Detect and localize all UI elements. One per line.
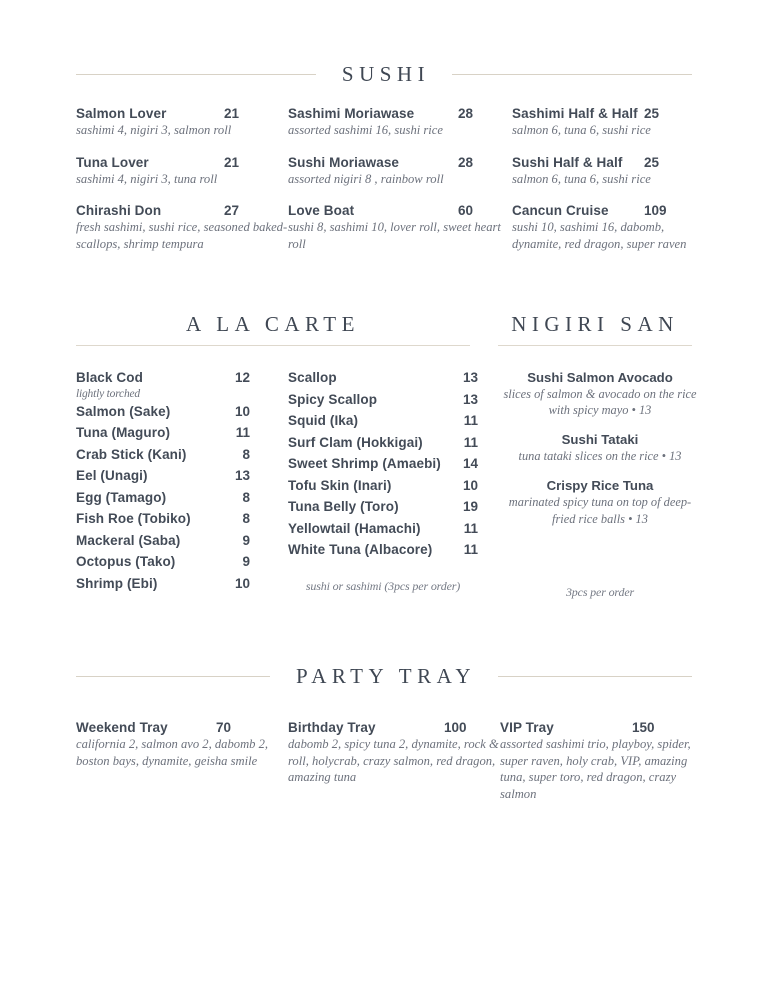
section-header-sushi	[76, 62, 692, 87]
section-header-mid	[76, 312, 692, 346]
item-description: assorted sashimi 16, sushi rice	[288, 123, 443, 137]
section-title-party-tray: PARTY TRAY	[296, 664, 476, 688]
menu-item[interactable]	[76, 404, 250, 419]
menu-item[interactable]	[288, 370, 478, 385]
a-la-carte-note: sushi or sashimi (3pcs per order)	[305, 579, 461, 593]
item-name: Sashimi Moriawase	[288, 106, 415, 121]
item-description: sushi 8, sashimi 10, lover roll, sweet heart roll	[288, 220, 501, 251]
item-price: 70	[216, 720, 232, 735]
item-price: 11	[235, 425, 250, 440]
menu-item[interactable]	[76, 720, 288, 769]
menu-item[interactable]	[288, 456, 478, 471]
item-price: 25	[644, 106, 660, 121]
item-name: Love Boat	[288, 203, 355, 219]
party-tray-column-2	[288, 720, 500, 815]
menu-item[interactable]	[76, 468, 250, 483]
section-header-a-la-carte	[76, 312, 470, 346]
a-la-carte-column-1	[76, 370, 288, 600]
menu-item[interactable]	[500, 432, 700, 464]
section-title-nigiri-san: NIGIRI SAN	[511, 312, 679, 336]
menu-item[interactable]	[76, 106, 288, 139]
item-price: 11	[463, 542, 478, 557]
menu-item[interactable]	[288, 413, 478, 428]
menu-item[interactable]	[288, 203, 512, 252]
item-name: Salmon Lover	[76, 106, 167, 121]
item-name: Tuna Belly (Toro)	[288, 499, 399, 514]
menu-item[interactable]	[288, 499, 478, 514]
sushi-column-2	[288, 106, 512, 268]
menu-item[interactable]	[76, 490, 250, 505]
item-name: Octopus (Tako)	[76, 554, 176, 569]
item-name: Crispy Rice Tuna	[546, 478, 654, 494]
item-description: dabomb 2, spicy tuna 2, dynamite, rock & roll, holycrab, crazy salmon, red dragon, amazing tuna	[288, 737, 499, 785]
menu-item[interactable]	[500, 720, 700, 802]
item-name: White Tuna (Albacore)	[288, 542, 433, 557]
item-price: 10	[234, 575, 250, 591]
item-name: Chirashi Don	[76, 203, 162, 219]
item-price: 13	[462, 370, 478, 385]
item-name: Crab Stick (Kani)	[76, 446, 187, 462]
item-price: 9	[242, 532, 250, 548]
item-price: 14	[462, 456, 478, 471]
menu-item[interactable]	[288, 478, 478, 493]
sushi-items	[76, 106, 700, 268]
menu-item[interactable]	[76, 533, 250, 548]
item-name: Yellowtail (Hamachi)	[288, 520, 421, 536]
item-price: 12	[234, 370, 250, 385]
menu-item[interactable]	[76, 554, 250, 569]
item-name: Sushi Tataki	[561, 432, 639, 448]
item-description: slices of salmon & avocado on the rice with spicy mayo • 13	[503, 387, 697, 418]
item-name: VIP Tray	[500, 720, 554, 735]
menu-item[interactable]	[512, 155, 712, 188]
item-name: Squid (Ika)	[288, 413, 359, 428]
item-price: 9	[242, 554, 250, 569]
item-price: 60	[458, 203, 474, 219]
item-description: tuna tataki slices on the rice • 13	[518, 449, 682, 464]
item-name: Black Cod	[76, 370, 143, 385]
nigiri-san-items	[500, 370, 700, 600]
divider-rule-left	[76, 74, 316, 75]
item-price: 13	[234, 468, 250, 483]
menu-item[interactable]	[76, 447, 250, 462]
divider-rule-a-la-carte	[76, 345, 470, 346]
item-price: 8	[242, 489, 250, 505]
menu-item[interactable]	[500, 478, 700, 526]
item-description: sashimi 4, nigiri 3, salmon roll	[76, 123, 232, 137]
item-price: 8	[242, 446, 250, 462]
menu-item[interactable]	[76, 155, 288, 188]
item-price: 10	[234, 403, 250, 419]
item-price: 150	[632, 720, 655, 735]
item-name: Sashimi Half & Half	[512, 106, 638, 121]
item-description: sashimi 4, nigiri 3, tuna roll	[76, 171, 218, 186]
menu-item[interactable]	[76, 511, 250, 526]
item-description: fresh sashimi, sushi rice, seasoned baked-scallops, shrimp tempura	[76, 220, 288, 251]
item-price: 13	[462, 391, 478, 407]
menu-item[interactable]	[512, 203, 712, 252]
item-name: Egg (Tamago)	[76, 489, 167, 505]
item-description: salmon 6, tuna 6, sushi rice	[512, 171, 651, 186]
sushi-column-1	[76, 106, 288, 268]
item-name: Tuna (Maguro)	[76, 425, 171, 440]
item-name: Salmon (Sake)	[76, 403, 171, 419]
menu-item[interactable]	[288, 521, 478, 536]
menu-item[interactable]	[76, 425, 250, 440]
menu-item[interactable]	[76, 576, 250, 591]
item-name: Shrimp (Ebi)	[76, 575, 158, 591]
item-description: marinated spicy tuna on top of deep-fried rice balls • 13	[508, 495, 692, 526]
menu-item[interactable]	[76, 370, 250, 385]
item-name: Cancun Cruise	[512, 203, 609, 219]
item-name: Sushi Salmon Avocado	[527, 370, 673, 385]
menu-item[interactable]	[288, 392, 478, 407]
item-name: Weekend Tray	[76, 720, 168, 735]
menu-item[interactable]	[288, 435, 478, 450]
item-name: Tofu Skin (Inari)	[288, 477, 392, 493]
item-description: salmon 6, tuna 6, sushi rice	[512, 123, 651, 137]
item-description: sushi 10, sashimi 16, dabomb, dynamite, red dragon, super raven	[512, 220, 687, 251]
party-tray-column-1	[76, 720, 288, 815]
item-description: california 2, salmon avo 2, dabomb 2, boston bays, dynamite, geisha smile	[76, 737, 269, 768]
party-tray-items	[76, 720, 700, 815]
item-name: Sweet Shrimp (Amaebi)	[288, 456, 441, 471]
item-name: Fish Roe (Tobiko)	[76, 511, 191, 526]
nigiri-san-note: 3pcs per order	[565, 584, 635, 599]
item-price: 11	[463, 413, 478, 428]
item-price: 25	[644, 154, 660, 170]
item-name: Sushi Moriawase	[288, 154, 400, 170]
item-name: Mackeral (Saba)	[76, 532, 181, 548]
item-price: 28	[458, 154, 474, 170]
item-price: 11	[463, 434, 478, 450]
section-header-nigiri-san	[498, 312, 692, 346]
menu-item[interactable]	[76, 203, 288, 252]
item-price: 21	[224, 154, 240, 170]
menu-item[interactable]	[288, 542, 478, 557]
a-la-carte-column-2	[288, 370, 500, 600]
sushi-column-3	[512, 106, 712, 268]
menu-item[interactable]	[288, 106, 512, 139]
item-price: 27	[224, 203, 240, 219]
item-name: Spicy Scallop	[288, 391, 378, 407]
menu-item[interactable]	[500, 370, 700, 418]
menu-item[interactable]	[288, 155, 512, 188]
party-tray-column-3	[500, 720, 700, 815]
item-price: 100	[444, 720, 467, 735]
item-name: Tuna Lover	[76, 154, 149, 170]
menu-item[interactable]	[288, 720, 500, 786]
divider-rule-right	[498, 676, 692, 677]
section-title-sushi: SUSHI	[341, 62, 431, 86]
item-name: Eel (Unagi)	[76, 468, 148, 483]
divider-rule-left	[76, 676, 270, 677]
item-name: Surf Clam (Hokkigai)	[288, 434, 423, 450]
menu-item[interactable]	[512, 106, 712, 139]
item-price: 21	[224, 106, 240, 121]
section-title-a-la-carte: A LA CARTE	[186, 312, 360, 336]
item-price: 11	[463, 520, 478, 536]
item-name: Sushi Half & Half	[512, 154, 623, 170]
item-price: 28	[458, 106, 474, 121]
item-description: lightly torched	[76, 387, 140, 400]
item-description: assorted sashimi trio, playboy, spider, super raven, holy crab, VIP, amazing tuna, super toro, red dragon, crazy salmon	[500, 737, 691, 801]
item-description: assorted nigiri 8 , rainbow roll	[288, 171, 444, 186]
item-price: 8	[242, 511, 250, 526]
item-price: 109	[644, 203, 667, 219]
item-name: Scallop	[288, 370, 337, 385]
divider-rule-nigiri-san	[498, 345, 692, 346]
divider-rule-right	[452, 74, 692, 75]
item-name: Birthday Tray	[288, 720, 376, 735]
item-price: 10	[462, 477, 478, 493]
mid-items	[76, 370, 700, 600]
item-price: 19	[462, 499, 478, 514]
section-header-party-tray	[76, 664, 692, 689]
